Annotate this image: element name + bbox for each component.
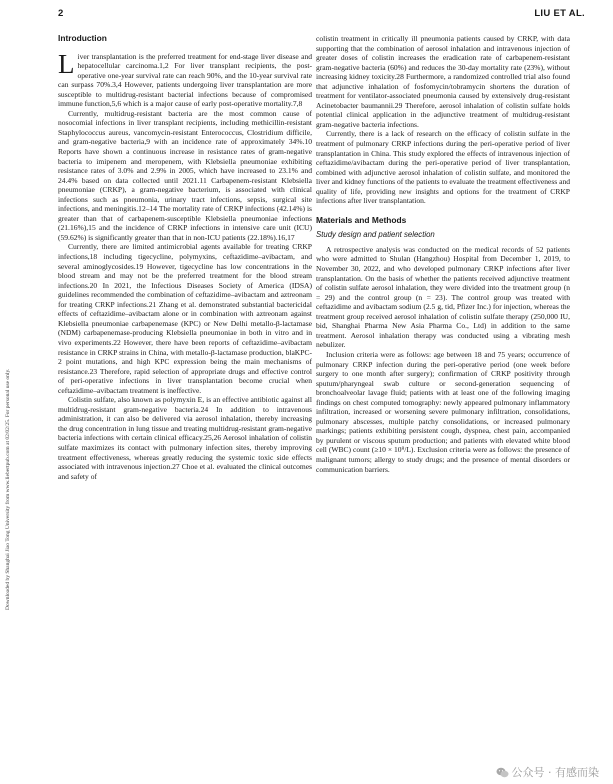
methods-paragraph-2: Inclusion criteria were as follows: age between 18 and 75 years; occurrence of pulmonary CRKP infection during the peri-operative period (one week before surgery to one month after surgery); confirmation of CRKP positivity through sputum/pharyngeal swab culture or second-generation sequencing of bronchoalveolar lavage fluid; patients with at least one of the following imaging findings on chest computed tomography: newly appeared pulmonary inflammatory infiltration, increased or worsening severe pulmonary infiltration, consolidations, pulmonary abscesses, multiple patchy consolidations, or increased pulmonary markings; patients exhibiting persistent cough, dyspnea, chest pain, accompanied by purulent or viscous sputum production; and patients with elevated white blood cell (WBC) count (≥10 × 10⁹/L). Exclusion criteria were as follows: the presence of malignant tumors; allergy to study drugs; and the presence of mental disorders or communication barriers.	[316, 349, 570, 474]
intro-paragraph-3: Currently, there are limited antimicrobial agents available for treating CRKP infections,18 including tigecycline, polymyxins, ceftazidime–avibactam, and several aminoglycosides.19 However, tigecycline has low concentrations in the blood stream and may not be the preferred treatment for the blood stream infections.20 In 2021, the Infectious Diseases Society of America (IDSA) guidelines recommended the combination of ceftazidime–avibactam and aztreonam for treating CRKP infections.21 Zhang et al. demonstrated substantial bactericidal effects of ceftazidime–avibactam alone or in combination with aztreonam against Klebsiella pneumoniae carbapenemase (KPC) or New Delhi metallo-β-lactamase (NDM) carbapenemase-producing Klebsiella pneumoniae in both in vitro and in vivo experiments.22 However, there have been reports of ceftazidime–avibactam resistance in CRKP strains in China, with metallo-β-lactamase production, blaKPC-2 point mutations, and high KPC expression being the main mechanisms of resistance.23 Therefore, rapid selection of appropriate drugs and effective control of peri-operative infections in liver transplantation become crucial when ceftazidime–avibactam treatment is ineffective.	[58, 242, 312, 395]
section-heading-methods: Materials and Methods	[316, 214, 407, 225]
subsection-heading-study-design: Study design and patient selection	[316, 230, 435, 240]
page-number: 2	[58, 8, 64, 19]
wechat-icon	[496, 767, 509, 778]
watermark-text: 公众号 · 有感而染	[511, 766, 599, 779]
watermark	[496, 764, 600, 780]
drop-cap: L	[58, 48, 75, 79]
methods-paragraph-1: A retrospective analysis was conducted on the medical records of 52 patients who were admitted to Shulan (Hangzhou) Hospital from December 1, 2019, to November 30, 2022, and who developed pulmonary CRKP infections after liver transplantation. On the basis of whether the patients received adjunctive treatment of colistin sulfate aerosol inhalation, they were divided into the treatment group (n = 29) and the control group (n = 23). The control group was treated with ceftazidime and avibactam sodium (2.5 g, tid, Pfizer Inc.) for injection, whereas the treatment group received aerosol inhalation of colistin sulfate therapy (250,000 IU, bid, Shanghai Pharma New Asia Pharma Co., Ltd) in addition to the same treatment. Aerosol inhalation therapy was conducted using a vibrating mesh nebulizer.	[316, 244, 570, 350]
intro-paragraph-1-text: iver transplantation is the preferred treatment for end-stage liver disease and hepatocellular carcinoma.1,2 For liver transplant recipients, the post-operative one-year survival rate can reach 90%, and the 10-year survival rate can surpass 70%.3,4 However, patients undergoing liver transplantation are more susceptible to multidrug-resistant bacterial infections because of compromised immune function,5,6 which is a major cause of early post-operative mortality.7,8	[58, 51, 312, 109]
right-column	[316, 34, 570, 474]
section-heading-introduction: Introduction	[58, 33, 107, 43]
download-notice: Downloaded by Shanghai Jiao Tong University from www.liebertpub.com at 02/02/25. For personal use only.	[5, 368, 11, 610]
left-column	[58, 34, 312, 481]
intro-paragraph-2: Currently, multidrug-resistant bacteria are the most common cause of nosocomial infections in liver transplant recipients, including methicillin-resistant Staphylococcus aureus, vancomycin-resistant Enterococcus, Clostridium difficile, and gram-negative bacteria,9 with an incidence rate of approximately 34%.10 Reports have shown a continuous increase in resistance rates of gram-negative bacteria to imipenem and meropenem, with Klebsiella pneumoniae exhibiting resistance rates of 3.0% and 2.9% in 2005, which have increased to 23.1% and 24.4% based on data collected until 2021.11 Carbapenem-resistant Klebsiella pneumoniae (CRKP), a gram-negative bacterium, is associated with clinical infections such as pneumonia, urinary tract infections, sepsis, surgical site infections, and meningitis.12–14 The mortality rate of CRKP infections (42.14%) is greater than that of carbapenem-susceptible Klebsiella pneumoniae infections (21.16%),15 and the incidence of CRKP infections in intensive care unit (ICU) (59.62%) is significantly greater than that in non-ICU patients (22.18%).16,17	[58, 108, 312, 242]
running-head: LIU ET AL.	[534, 8, 585, 19]
intro-paragraph-5: colistin treatment in critically ill pneumonia patients caused by CRKP, with data supporting that the combination of aerosol inhalation and intravenous injection of greater doses of colistin increases the eradication rate of carbapenem-resistant gram-negative bacteria (60%) and reduces the 30-day mortality rate (23%), without increasing kidney toxicity.28 Furthermore, a randomized controlled trial also found that adjunctive inhalation of fosfomycin/tobramycin shortens the duration of treatment for ventilator-associated pneumonia caused by extensively drug-resistant Acinetobacter baumannii.29 Therefore, aerosol inhalation of colistin sulfate holds potential clinical application in the adjunctive treatment of multidrug-resistant gram-negative bacteria infections.	[316, 34, 570, 129]
intro-paragraph-6: Currently, there is a lack of research on the efficacy of colistin sulfate in the treatment of pulmonary CRKP infections during the peri-operative period of liver transplantation in China. This study explored the effects of intravenous injection of ceftazidime/avibactam during the peri-operative period of liver transplantation, combined with adjunctive aerosol inhalation of colistin sulfate, and monitored the liver and kidney functions of the patients to evaluate the treatment effectiveness and quality of life, providing new insights and options for the treatment of CRKP infections after liver transplantation.	[316, 129, 570, 206]
intro-paragraph-4: Colistin sulfate, also known as polymyxin E, is an effective antibiotic against all multidrug-resistant gram-negative bacteria.24 In addition to intravenous administration, it can also be delivered via aerosol inhalation, thereby increasing the drug concentration in lung tissue and treating multidrug-resistant gram-negative bacteria infections with certain clinical efficacy.25,26 Aerosol inhalation of colistin sulfate maximizes its contact with pulmonary infection sites, thereby improving treatment effectiveness, whereas greatly reducing the systemic toxic side effects associated with intravenous injection.27 Choe et al. evaluated the clinical outcomes and safety of	[58, 395, 312, 481]
page-header	[58, 8, 585, 22]
intro-paragraph-1	[58, 48, 312, 109]
